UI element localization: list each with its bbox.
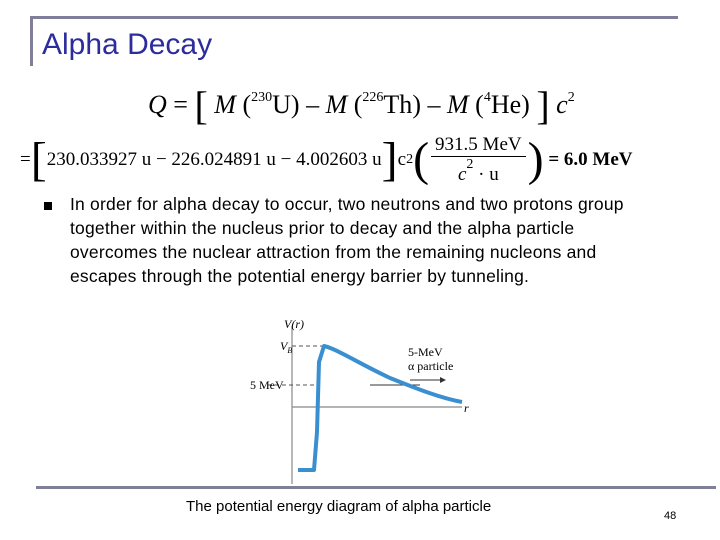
eq-c-power: 2 [567,90,575,105]
eq-he-symbol: He [490,90,522,119]
eq-th-mass: 226 [362,90,384,105]
eq-th-symbol: Th [383,90,413,119]
footer-rule [36,486,716,489]
eq-u-symbol: U [272,90,291,119]
eq-m1: M [214,90,236,119]
eq2-equals: = [20,149,31,170]
bullet-marker [44,202,52,210]
slide-title: Alpha Decay [42,28,213,61]
barrier-label: $V_B$ [280,339,293,355]
eq-m3: M [446,90,469,119]
q-value-equation: Q = [ M ($^{230}$U) – M ($^{226}$Th) – M ($^4$He) ] $c^2$ [148,83,575,128]
eq-u-mass: 230 [251,90,273,105]
frame-top-rule [30,16,678,19]
page-number: 48 [664,510,677,522]
eq-c: c [556,90,568,119]
eq2-c-power: 2 [406,152,414,167]
eq-q: Q [148,90,167,119]
q-value-numeric: = [ 230.033927 u − 226.024891 u − 4.002603 u ] c 2 ( $\frac{\text{931.5 MeV}}{c^2 \cdot u}$ ) = 6.0 MeV [20,133,633,186]
bullet-text: In order for alpha decay to occur, two neutrons and two protons group together within the nucleus prior to decay and the alpha particle overcomes the nuclear attraction from the remaining nucleons and escapes through the potential energy barrier by tunneling. [70,194,624,286]
particle-label-1: 5-MeV [408,345,443,359]
frame-left-rule [30,16,33,66]
eq2-fraction [431,134,526,186]
eq-he-mass: 4 [483,90,491,105]
eq2-terms: 230.033927 u − 226.024891 u − 4.002603 u [46,149,382,170]
eq2-frac-numerator: 931.5 MeV [431,134,526,157]
particle-label-2: α particle [408,359,454,373]
eq2-frac-denominator: $c^2 \cdot u$ [457,157,499,185]
energy-label: 5 MeV [250,378,284,392]
arrow-head [440,377,446,383]
potential-energy-diagram [240,312,480,484]
eq-m2: M [325,90,348,119]
x-axis-label: r [464,401,469,415]
diagram-caption: The potential energy diagram of alpha particle [186,498,492,515]
eq2-c: c [397,149,407,170]
y-axis-label: V(r) [284,317,304,331]
eq2-result: = 6.0 MeV [548,149,633,170]
